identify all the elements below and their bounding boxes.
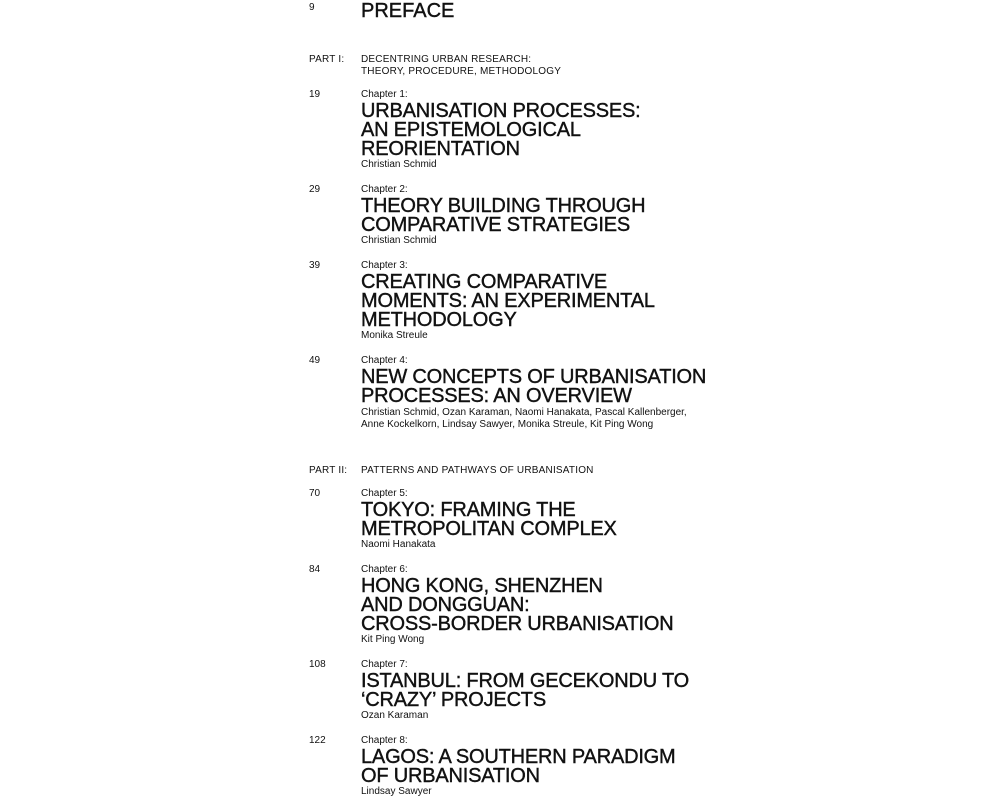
chapter-page-number: 49 xyxy=(309,355,321,366)
chapter-title: HONG KONG, SHENZHEN AND DONGGUAN: CROSS-BORDER URBANISATION xyxy=(361,575,674,635)
chapter-page-number: 122 xyxy=(309,735,326,746)
chapter-label: Chapter 3: xyxy=(361,260,408,271)
chapter-label: Chapter 8: xyxy=(361,735,408,746)
chapter-page-number: 84 xyxy=(309,564,321,575)
chapter-author: Kit Ping Wong xyxy=(361,634,425,645)
chapter-author: Ozan Karaman xyxy=(361,710,429,721)
part-1-label: PART I: xyxy=(309,54,345,65)
chapter-author: Monika Streule xyxy=(361,330,428,341)
chapter-author: Christian Schmid xyxy=(361,235,437,246)
chapter-page-number: 108 xyxy=(309,659,326,670)
chapter-title: URBANISATION PROCESSES: AN EPISTEMOLOGICAL REORIENTATION xyxy=(361,100,641,160)
chapter-label: Chapter 2: xyxy=(361,184,408,195)
chapter-title: LAGOS: A SOUTHERN PARADIGM OF URBANISATION xyxy=(361,746,676,787)
chapter-label: Chapter 5: xyxy=(361,488,408,499)
part-2-title: PATTERNS AND PATHWAYS OF URBANISATION xyxy=(361,465,594,476)
part-1-title: DECENTRING URBAN RESEARCH: THEORY, PROCEDURE, METHODOLOGY xyxy=(361,54,562,77)
chapter-page-number: 29 xyxy=(309,184,321,195)
chapter-title: TOKYO: FRAMING THE METROPOLITAN COMPLEX xyxy=(361,499,617,540)
chapter-label: Chapter 1: xyxy=(361,89,408,100)
chapter-label: Chapter 7: xyxy=(361,659,408,670)
preface-title: PREFACE xyxy=(361,0,455,22)
chapter-author: Christian Schmid xyxy=(361,159,437,170)
part-2-label: PART II: xyxy=(309,465,348,476)
preface-page-number: 9 xyxy=(309,2,315,13)
chapter-page-number: 19 xyxy=(309,89,321,100)
chapter-title: THEORY BUILDING THROUGH COMPARATIVE STRATEGIES xyxy=(361,195,646,236)
chapter-title: ISTANBUL: FROM GECEKONDU TO ‘CRAZY’ PROJECTS xyxy=(361,670,689,711)
chapter-author: Lindsay Sawyer xyxy=(361,786,432,797)
chapter-title: CREATING COMPARATIVE MOMENTS: AN EXPERIMENTAL METHODOLOGY xyxy=(361,271,655,331)
chapter-author: Naomi Hanakata xyxy=(361,539,436,550)
chapter-label: Chapter 6: xyxy=(361,564,408,575)
chapter-label: Chapter 4: xyxy=(361,355,408,366)
chapter-page-number: 70 xyxy=(309,488,321,499)
chapter-author: Christian Schmid, Ozan Karaman, Naomi Hanakata, Pascal Kallenberger, Anne Kockelkorn, Lindsay Sawyer, Monika Streule, Kit Ping Wong xyxy=(361,407,687,430)
chapter-page-number: 39 xyxy=(309,260,321,271)
chapter-title: NEW CONCEPTS OF URBANISATION PROCESSES: AN OVERVIEW xyxy=(361,366,707,407)
